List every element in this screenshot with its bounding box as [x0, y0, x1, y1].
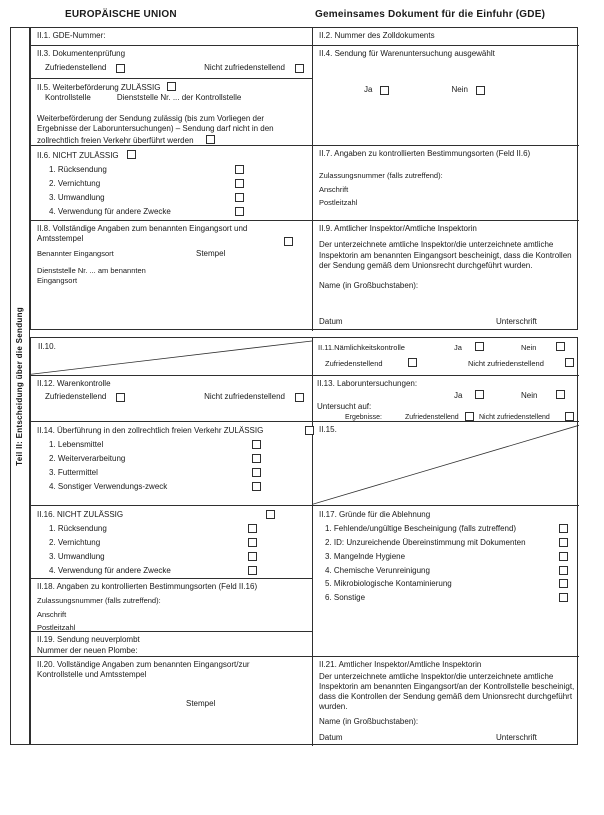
ii7-zulassung-label: Zulassungsnummer (falls zutreffend): — [319, 171, 443, 181]
ii14-item-label: 3. Futtermittel — [49, 467, 98, 477]
field-ii13 — [313, 376, 579, 422]
field-ii20 — [31, 657, 313, 746]
ii17-item-label: 6. Sonstige — [325, 593, 366, 603]
ii1-label: II.1. GDE-Nummer: — [37, 31, 106, 40]
ii17-item-label: 3. Mangelnde Hygiene — [325, 551, 406, 561]
field-ii16 — [31, 506, 313, 579]
ii11-no-label: Nein — [521, 343, 537, 352]
ii4-no-checkbox[interactable] — [476, 86, 485, 95]
ii19-nummer-label: Nummer der neuen Plombe: — [37, 646, 138, 656]
ii7-label: II.7. Angaben zu kontrollierten Bestimmungsorten (Feld II.6) — [319, 149, 531, 158]
ii17-item-label: 4. Chemische Verunreinigung — [325, 565, 430, 575]
ii8-stamp-checkbox[interactable] — [284, 237, 293, 246]
ii9-unterschrift-label: Unterschrift — [496, 316, 537, 326]
ii6-label: II.6. NICHT ZULÄSSIG — [37, 151, 119, 160]
ii6-nicht-zulaessig-checkbox[interactable] — [127, 150, 136, 159]
ii14-item2-checkbox[interactable] — [252, 454, 261, 463]
ii17-item6-checkbox[interactable] — [559, 593, 568, 602]
ii9-attestation-text: Der unterzeichnete amtliche Inspektor/die unterzeichnete amtliche Inspektorin am benannten Eingangsort bescheinigt, dass die Kontrollen der Sendung gemäß dem Unionsrecht durchgeführt wurden. — [319, 240, 572, 271]
ii3-label: II.3. Dokumentenprüfung — [37, 49, 126, 58]
ii6-item-label: 3. Umwandlung — [49, 192, 105, 202]
ii5-forwarding-text: Weiterbeförderung der Sendung zulässig (bis zum Vorliegen der Ergebnisse der Laboruntersuchungen) – Sendung darf nicht in den zollrechtlich freien Verkehr überführt werden — [37, 113, 274, 145]
field-ii1 — [31, 28, 313, 46]
ii18-anschrift-label: Anschrift — [37, 610, 67, 620]
ii6-item2-checkbox[interactable] — [235, 179, 244, 188]
field-ii18 — [31, 579, 313, 632]
ii11-not-satisfactory-checkbox[interactable] — [565, 358, 574, 367]
field-ii19 — [31, 632, 313, 657]
ii14-item-label: 2. Weiterverarbeitung — [49, 453, 126, 463]
ii14-item3-checkbox[interactable] — [252, 468, 261, 477]
ii6-item-label: 2. Vernichtung — [49, 178, 101, 188]
ii16-item-label: 4. Verwendung für andere Zwecke — [49, 565, 171, 575]
ii18-label: II.18. Angaben zu kontrollierten Bestimmungsorten (Feld II.16) — [37, 582, 258, 591]
ii9-name-label: Name (in Großbuchstaben): — [319, 280, 419, 290]
ii14-item-label: 1. Lebensmittel — [49, 439, 104, 449]
part2-sidebar-label: Teil II: Entscheidung über die Sendung — [14, 306, 24, 466]
field-ii4 — [313, 46, 579, 146]
ii17-item-label: 5. Mikrobiologische Kontaminierung — [325, 579, 452, 589]
ii21-name-label: Name (in Großbuchstaben): — [319, 717, 419, 727]
ii11-not-satisfactory-label: Nicht zufriedenstellend — [468, 359, 544, 368]
ii19-label: II.19. Sendung neuverplombt — [37, 635, 140, 644]
header-union: EUROPÄISCHE UNION — [65, 9, 177, 20]
ii11-label: II.11.Nämlichkeitskontrolle — [318, 343, 405, 352]
ii6-item1-checkbox[interactable] — [235, 165, 244, 174]
ii15-strikethrough-line — [313, 422, 579, 505]
ii11-yes-label: Ja — [454, 343, 462, 352]
field-ii9 — [313, 221, 579, 331]
field-ii14 — [31, 422, 313, 506]
ii4-yes-checkbox[interactable] — [380, 86, 389, 95]
field-ii7 — [313, 146, 579, 221]
header-doc-title: Gemeinsames Dokument für die Einfuhr (GDE) — [315, 9, 546, 20]
ii13-ergebnisse-label: Ergebnisse: — [345, 414, 382, 421]
field-ii5 — [31, 79, 313, 146]
ii21-attestation-text: Der unterzeichnete amtliche Inspektor/die unterzeichnete amtliche Inspektorin am benannten Eingangsort/an der Kontrollstelle bescheinigt, dass die Kontrollen der Sendung gemäß dem Unionsrecht durchgeführt wurden. — [319, 672, 575, 712]
ii20-label: II.20. Vollständige Angaben zum benannten Eingangsort/zur Kontrollstelle und Amtsstempel — [37, 660, 250, 680]
field-ii3 — [31, 46, 313, 79]
ii15-label: II.15. — [319, 425, 337, 434]
field-ii6 — [31, 146, 313, 221]
field-ii2 — [313, 28, 579, 46]
ii17-item5-checkbox[interactable] — [559, 579, 568, 588]
ii14-label: II.14. Überführung in den zollrechtlich freien Verkehr ZULÄSSIG — [37, 426, 264, 435]
ii17-item2-checkbox[interactable] — [559, 538, 568, 547]
ii16-nicht-zulaessig-checkbox[interactable] — [266, 510, 275, 519]
ii18-plz-label: Postleitzahl — [37, 622, 76, 632]
ii16-item-label: 1. Rücksendung — [49, 523, 107, 533]
ii13-no-label: Nein — [521, 391, 538, 400]
ii11-no-checkbox[interactable] — [556, 342, 565, 351]
ii16-label: II.16. NICHT ZULÄSSIG — [37, 510, 124, 519]
ii12-not-satisfactory-label: Nicht zufriedenstellend — [204, 392, 285, 402]
part2-sidebar — [10, 27, 30, 745]
ii4-yes-label: Ja — [364, 85, 373, 95]
ii12-satisfactory-label: Zufriedenstellend — [45, 392, 107, 402]
ii13-no-checkbox[interactable] — [556, 390, 565, 399]
ii4-label: II.4. Sendung für Warenuntersuchung ausgewählt — [319, 49, 495, 58]
ii5-dienststelle-label: Dienststelle Nr. ... der Kontrollstelle — [116, 93, 242, 103]
ii3-satisfactory-label: Zufriedenstellend — [45, 63, 107, 73]
field-ii8 — [31, 221, 313, 331]
ii6-item4-checkbox[interactable] — [235, 207, 244, 216]
ii12-not-satisfactory-checkbox[interactable] — [295, 393, 304, 402]
ii8-benannter-label: Benannter Eingangsort — [37, 248, 114, 258]
ii5-forwarding-checkbox[interactable] — [206, 135, 215, 144]
ii13-label: II.13. Laboruntersuchungen: — [317, 379, 418, 388]
ii6-item-label: 1. Rücksendung — [49, 164, 107, 174]
ii6-item-label: 4. Verwendung für andere Zwecke — [49, 206, 171, 216]
ii12-satisfactory-checkbox[interactable] — [116, 393, 125, 402]
form-block-lower — [30, 337, 578, 745]
ii3-satisfactory-checkbox[interactable] — [116, 64, 125, 73]
ii13-yes-checkbox[interactable] — [475, 390, 484, 399]
ii12-label: II.12. Warenkontrolle — [37, 379, 111, 388]
ii4-no-label: Nein — [451, 85, 468, 95]
ii13-untersucht-label: Untersucht auf: — [317, 402, 372, 411]
ii11-satisfactory-checkbox[interactable] — [408, 358, 417, 367]
ii2-label: II.2. Nummer des Zolldokuments — [319, 31, 435, 40]
ii5-kontrollstelle-label: Kontrollstelle — [45, 93, 91, 103]
field-ii10 — [31, 338, 313, 376]
ii5-label: II.5. Weiterbeförderung ZULÄSSIG — [37, 83, 161, 92]
field-ii15 — [313, 422, 579, 506]
ii18-zulassung-label: Zulassungsnummer (falls zutreffend): — [37, 596, 161, 606]
ii9-datum-label: Datum — [319, 316, 343, 326]
ii17-item4-checkbox[interactable] — [559, 566, 568, 575]
ii16-item-label: 2. Vernichtung — [49, 537, 101, 547]
ii14-item4-checkbox[interactable] — [252, 482, 261, 491]
ii3-not-satisfactory-label: Nicht zufriedenstellend — [204, 63, 285, 73]
ii3-not-satisfactory-checkbox[interactable] — [295, 64, 304, 73]
field-ii12 — [31, 376, 313, 422]
field-ii21 — [313, 657, 579, 746]
field-ii11 — [313, 338, 579, 376]
form-block-upper — [30, 27, 578, 330]
ii10-label: II.10. — [38, 342, 56, 351]
ii10-strikethrough-line — [31, 338, 312, 375]
ii17-item3-checkbox[interactable] — [559, 552, 568, 561]
ii17-item1-checkbox[interactable] — [559, 524, 568, 533]
ii21-unterschrift-label: Unterschrift — [496, 732, 537, 742]
ii6-item3-checkbox[interactable] — [235, 193, 244, 202]
ii8-dienststelle-label: Dienststelle Nr. ... am benannten Eingangsort — [37, 266, 146, 285]
ii7-plz-label: Postleitzahl — [319, 197, 358, 207]
ii14-item1-checkbox[interactable] — [252, 440, 261, 449]
ii7-anschrift-label: Anschrift — [319, 185, 349, 195]
ii13-results-not-satisfactory-checkbox[interactable] — [565, 412, 574, 421]
ii13-results-satisfactory-checkbox[interactable] — [465, 412, 474, 421]
ii8-stempel-label: Stempel — [196, 248, 226, 258]
ii16-item2-checkbox[interactable] — [248, 538, 257, 547]
ii17-label: II.17. Gründe für die Ablehnung — [319, 510, 431, 519]
ii21-datum-label: Datum — [319, 732, 343, 742]
ii16-item-label: 3. Umwandlung — [49, 551, 105, 561]
ii17-item-label: 1. Fehlende/ungültige Bescheinigung (falls zutreffend) — [325, 523, 517, 533]
ii14-item-label: 4. Sonstiger Verwendungs-zweck — [49, 481, 168, 491]
ii11-yes-checkbox[interactable] — [475, 342, 484, 351]
ii16-item4-checkbox[interactable] — [248, 566, 257, 575]
ii13-results-not-satisfactory-label: Nicht zufriedenstellend — [479, 414, 550, 421]
ii16-item1-checkbox[interactable] — [248, 524, 257, 533]
ii9-label: II.9. Amtlicher Inspektor/Amtliche Inspektorin — [319, 224, 477, 233]
field-ii17 — [313, 506, 579, 657]
ii13-results-satisfactory-label: Zufriedenstellend — [405, 414, 459, 421]
ii20-stempel-label: Stempel — [186, 699, 216, 708]
ii16-item3-checkbox[interactable] — [248, 552, 257, 561]
ii21-label: II.21. Amtlicher Inspektor/Amtliche Inspektorin — [319, 660, 482, 669]
ii13-yes-label: Ja — [454, 391, 463, 400]
ii17-item-label: 2. ID: Unzureichende Übereinstimmung mit Dokumenten — [325, 537, 526, 547]
ii5-zulaessig-checkbox[interactable] — [167, 82, 176, 91]
ii11-satisfactory-label: Zufriedenstellend — [325, 359, 383, 368]
ii8-label: II.8. Vollständige Angaben zum benannten Eingangsort und Amtsstempel — [37, 224, 248, 244]
